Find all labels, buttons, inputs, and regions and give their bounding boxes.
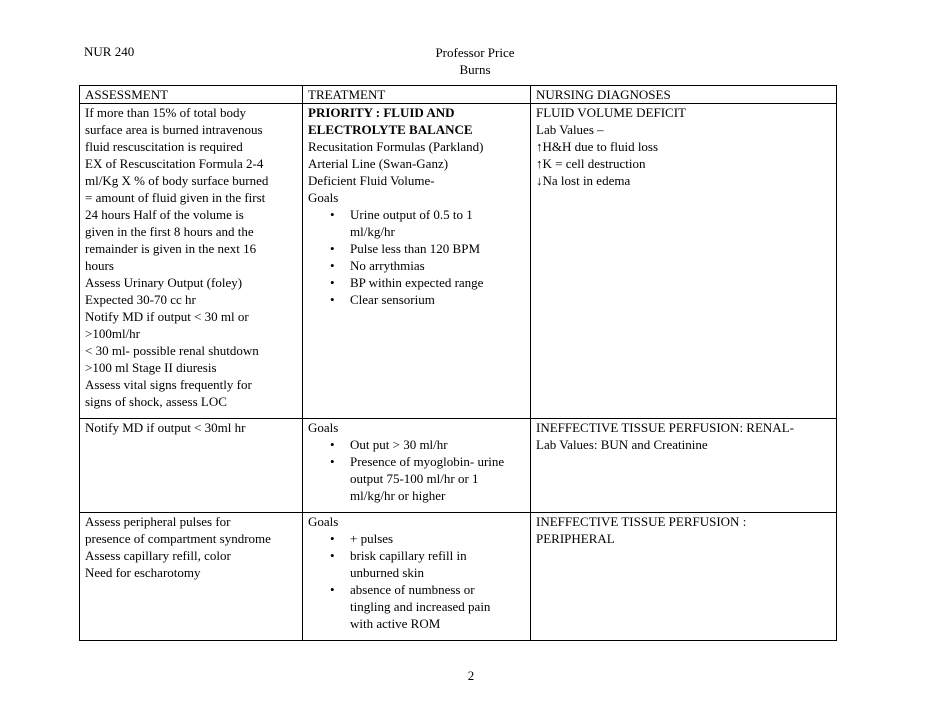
treatment-line: Deficient Fluid Volume- xyxy=(308,173,435,188)
assessment-line: >100 ml Stage II diuresis xyxy=(85,360,217,375)
assessment-cell xyxy=(80,419,303,513)
column-header-assessment: ASSESSMENT xyxy=(80,86,303,104)
goal-line: • Clear sensorium xyxy=(350,292,435,307)
page-number: 2 xyxy=(467,668,475,683)
assessment-line: If more than 15% of total body xyxy=(85,105,247,120)
goal-item xyxy=(350,436,526,453)
diagnoses-cell xyxy=(531,104,837,419)
table-row xyxy=(80,104,837,419)
goals-list xyxy=(308,436,526,504)
diagnosis-line: ↑H&H due to fluid loss xyxy=(536,139,659,154)
goal-item xyxy=(350,547,526,581)
treatment-cell xyxy=(303,104,531,419)
diagnoses-cell xyxy=(531,513,837,641)
goal-item xyxy=(350,291,526,308)
priority-heading: PRIORITY : FLUID AND xyxy=(308,105,455,120)
assessment-line: presence of compartment syndrome xyxy=(85,531,271,546)
assessment-line: Assess peripheral pulses for xyxy=(85,514,231,529)
assessment-line: 24 hours Half of the volume is xyxy=(85,207,244,222)
treatment-line: Arterial Line (Swan-Ganz) xyxy=(308,156,449,171)
diagnosis-line: PERIPHERAL xyxy=(536,531,615,546)
assessment-line: Assess vital signs frequently for xyxy=(85,377,252,392)
assessment-line: signs of shock, assess LOC xyxy=(85,394,227,409)
goal-line: ml/kg/hr or higher xyxy=(350,488,446,503)
diagnosis-line: INEFFECTIVE TISSUE PERFUSION: RENAL- xyxy=(536,420,794,435)
goal-line: • Out put > 30 ml/hr xyxy=(350,437,448,452)
assessment-line: Expected 30-70 cc hr xyxy=(85,292,196,307)
assessment-line: < 30 ml- possible renal shutdown xyxy=(85,343,259,358)
assessment-line: hours xyxy=(85,258,114,273)
goal-item xyxy=(350,257,526,274)
assessment-line: surface area is burned intravenous xyxy=(85,122,263,137)
goal-item xyxy=(350,453,526,504)
assessment-line: fluid rescuscitation is required xyxy=(85,139,243,154)
column-header-treatment: TREATMENT xyxy=(303,86,531,104)
goal-line: • + pulses xyxy=(350,531,394,546)
goal-item xyxy=(350,530,526,547)
diagnosis-line: ↓Na lost in edema xyxy=(536,173,631,188)
diagnosis-line: Lab Values – xyxy=(536,122,604,137)
goal-line: • absence of numbness or xyxy=(350,582,475,597)
goal-line: tingling and increased pain xyxy=(350,599,491,614)
assessment-line: ml/Kg X % of body surface burned xyxy=(85,173,269,188)
goal-line: output 75-100 ml/hr or 1 xyxy=(350,471,479,486)
assessment-line: Notify MD if output < 30ml hr xyxy=(85,420,246,435)
goal-line: unburned skin xyxy=(350,565,425,580)
diagnosis-line: ↑K = cell destruction xyxy=(536,156,646,171)
goal-line: ml/kg/hr xyxy=(350,224,395,239)
table-header-row xyxy=(80,86,837,104)
table-row xyxy=(80,513,837,641)
goal-item xyxy=(350,274,526,291)
document-topic: Burns xyxy=(459,62,491,77)
treatment-line: Recusitation Formulas (Parkland) xyxy=(308,139,484,154)
treatment-cell xyxy=(303,513,531,641)
assessment-cell xyxy=(80,104,303,419)
assessment-cell xyxy=(80,513,303,641)
assessment-line: = amount of fluid given in the first xyxy=(85,190,266,205)
column-header-nursing-diagnoses: NURSING DIAGNOSES xyxy=(531,86,837,104)
treatment-line: Goals xyxy=(308,190,339,205)
diagnosis-line: INEFFECTIVE TISSUE PERFUSION : xyxy=(536,514,747,529)
diagnosis-line: Lab Values: BUN and Creatinine xyxy=(536,437,708,452)
goal-line: • Pulse less than 120 BPM xyxy=(350,241,481,256)
course-code: NUR 240 xyxy=(84,44,135,59)
assessment-line: EX of Rescuscitation Formula 2-4 xyxy=(85,156,264,171)
table-row xyxy=(80,419,837,513)
professor-name: Professor Price xyxy=(435,45,515,60)
goal-line: • Presence of myoglobin- urine xyxy=(350,454,505,469)
treatment-cell xyxy=(303,419,531,513)
assessment-line: Notify MD if output < 30 ml or xyxy=(85,309,249,324)
assessment-line: Assess capillary refill, color xyxy=(85,548,231,563)
goals-list xyxy=(308,206,526,308)
document-header xyxy=(395,44,555,78)
priority-heading: ELECTROLYTE BALANCE xyxy=(308,122,473,137)
care-plan-table xyxy=(79,85,837,641)
goal-line: • Urine output of 0.5 to 1 xyxy=(350,207,473,222)
diagnosis-line: FLUID VOLUME DEFICIT xyxy=(536,105,686,120)
assessment-line: given in the first 8 hours and the xyxy=(85,224,254,239)
goal-line: with active ROM xyxy=(350,616,441,631)
goal-item xyxy=(350,206,526,240)
assessment-line: remainder is given in the next 16 xyxy=(85,241,257,256)
assessment-line: Assess Urinary Output (foley) xyxy=(85,275,243,290)
goal-line: • brisk capillary refill in xyxy=(350,548,467,563)
goal-line: • BP within expected range xyxy=(350,275,484,290)
goal-line: • No arrythmias xyxy=(350,258,425,273)
goals-list xyxy=(308,530,526,632)
goal-item xyxy=(350,581,526,632)
treatment-line: Goals xyxy=(308,420,339,435)
assessment-line: Need for escharotomy xyxy=(85,565,201,580)
treatment-line: Goals xyxy=(308,514,339,529)
assessment-line: >100ml/hr xyxy=(85,326,140,341)
diagnoses-cell xyxy=(531,419,837,513)
goal-item xyxy=(350,240,526,257)
